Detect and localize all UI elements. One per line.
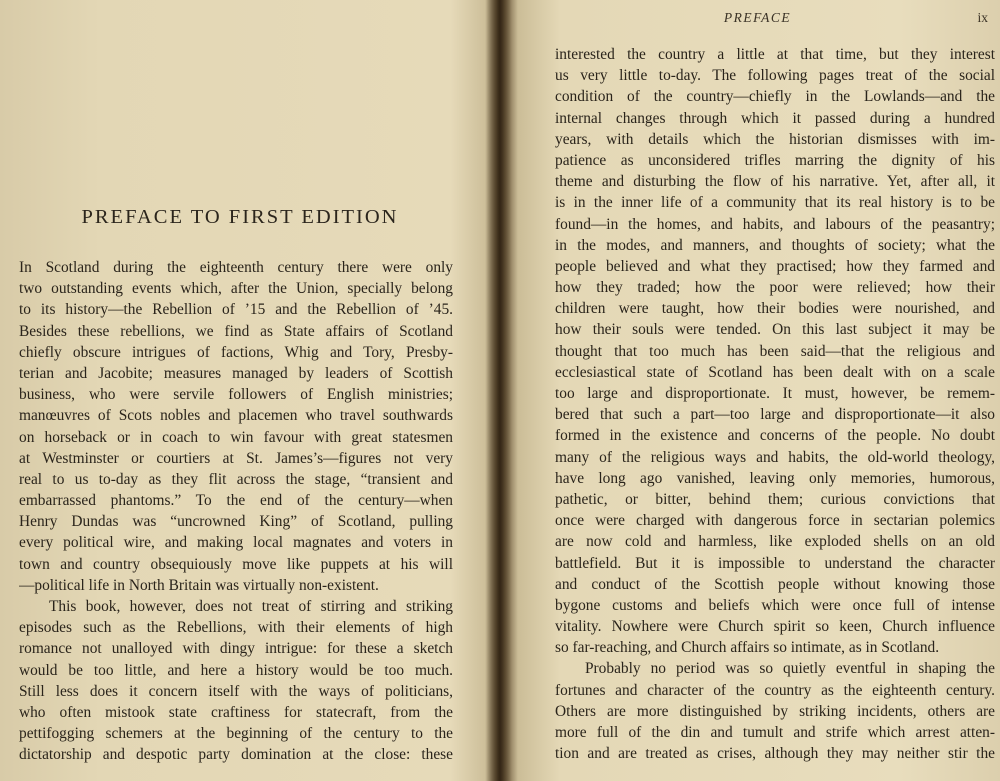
text-line: internal changes through which it passed during a hundred (555, 109, 995, 127)
right-page-text (555, 44, 995, 764)
right-page (515, 0, 1000, 781)
text-line: ecclesiastical state of Scotland has been dealt with on a scale (555, 363, 995, 381)
text-line: town and country obsequiously move like puppets at his will (19, 555, 453, 573)
text-line: are now cold and harmless, like exploded shells on an old (555, 533, 995, 551)
text-line: people believed and what they practised; how they farmed and (555, 257, 995, 275)
text-line: would be too little, and here a history would be too much. (19, 661, 453, 679)
text-line: —political life in North Britain was virtually non-existent. (19, 576, 379, 594)
text-line: dictatorship and despotic party domination at the close: these (19, 746, 453, 764)
left-page (0, 0, 480, 781)
left-page-text (19, 257, 453, 766)
text-line: how they traded; how the poor were relieved; how their (555, 279, 995, 297)
text-line: so far-reaching, and Church affairs so intimate, as in Scotland. (555, 639, 940, 657)
text-line: episodes such as the Rebellions, with their elements of high (19, 619, 453, 637)
text-line: manœuvres of Scots nobles and placemen who travel southwards (19, 407, 453, 425)
book-gutter (486, 0, 512, 781)
text-line: Besides these rebellions, we find as State affairs of Scotland (19, 322, 453, 340)
text-line: children were taught, how their bodies were nourished, and (555, 300, 995, 318)
text-line: This book, however, does not treat of stirring and striking (49, 598, 453, 615)
text-line: Still less does it concern itself with the ways of politicians, (19, 682, 453, 700)
text-line: pathetic, or bitter, behind them; curious convictions that (555, 490, 995, 508)
text-line: bered that such a part—too large and disproportionate—it also (555, 406, 995, 424)
text-line: vitality. Nowhere were Church spirit so keen, Church influence (555, 618, 995, 636)
text-line: more full of the din and tumult and strife which arrest atten- (555, 724, 995, 741)
text-line: Probably no period was so quietly eventful in shaping the (585, 660, 995, 678)
text-line: two outstanding events which, after the Union, specially belong (19, 280, 453, 298)
text-line: tion and are treated as crises, although they may neither stir the (555, 745, 995, 763)
text-line: business, who were servile followers of English ministries; (19, 386, 453, 404)
text-line: romance not unalloyed with dingy intrigue: for these a sketch (19, 640, 453, 658)
text-line: how their souls were tended. On this last subject it may be (555, 321, 995, 339)
text-line: at Westminster or courtiers at St. James’s—figures not very (19, 449, 453, 467)
text-line: battlefield. But it is impossible to understand the character (555, 554, 995, 572)
text-line: chiefly obscure intrigues of factions, Whig and Tory, Presby- (19, 343, 453, 361)
text-line: found—in the homes, and habits, and labours of the peasantry; (555, 215, 995, 233)
text-line: years, with details which the historian dismisses with im- (555, 130, 995, 148)
text-line: Henry Dundas was “uncrowned King” of Scotland, pulling (19, 513, 453, 531)
text-line: too large and disproportionate. It must, however, be remem- (555, 385, 995, 402)
text-line: have long ago vanished, leaving only memories, humorous, (555, 469, 995, 487)
chapter-heading: PREFACE TO FIRST EDITION (81, 206, 399, 228)
text-line: patience as unconsidered trifles marring the dignity of his (555, 151, 995, 169)
text-line: many of the religious ways and habits, the old-world theology, (555, 448, 995, 466)
text-line: in the modes, and manners, and thoughts of society; what the (555, 236, 995, 254)
page-number: ix (977, 10, 988, 25)
text-line: Others are more distinguished by striking incidents, others are (555, 702, 995, 720)
text-line: us very little to-day. The following pages treat of the social (555, 67, 995, 85)
running-head: PREFACE (723, 10, 792, 25)
text-line: thought that too much has been said—that the religious and (555, 342, 995, 360)
text-line: interested the country a little at that time, but they interest (555, 46, 995, 63)
text-line: to its history—the Rebellion of ’15 and the Rebellion of ’45. (19, 301, 453, 319)
text-line: is in the inner life of a community that its real history is to be (555, 194, 995, 212)
text-line: embarrassed phantoms.” To the end of the century—when (19, 492, 453, 510)
text-line: every political wire, and making local magnates and voters in (19, 534, 453, 552)
text-line: terian and Jacobite; measures managed by leaders of Scottish (19, 364, 453, 382)
text-line: once were charged with dangerous force in sectarian polemics (555, 512, 995, 530)
text-line: condition of the country—chiefly in the Lowlands—and the (555, 88, 995, 106)
text-line: who often mistook state craftiness for statecraft, from the (19, 703, 453, 721)
text-line: formed in the existence and concerns of the people. No doubt (555, 427, 995, 445)
text-line: and conduct of the Scottish people without knowing those (555, 575, 995, 593)
text-line: pettifogging schemers at the beginning of the century to the (19, 725, 453, 743)
text-line: bygone customs and beliefs which were once full of intense (555, 596, 995, 614)
text-line: on horseback or in coach to win favour with great statesmen (19, 428, 453, 446)
text-line: theme and disturbing the flow of his narrative. Yet, after all, it (555, 173, 995, 191)
text-line: real to us to-day as they flit across the stage, “transient and (19, 470, 453, 488)
text-line: In Scotland during the eighteenth century there were only (19, 259, 453, 276)
text-line: fortunes and character of the country as the eighteenth century. (555, 681, 995, 699)
